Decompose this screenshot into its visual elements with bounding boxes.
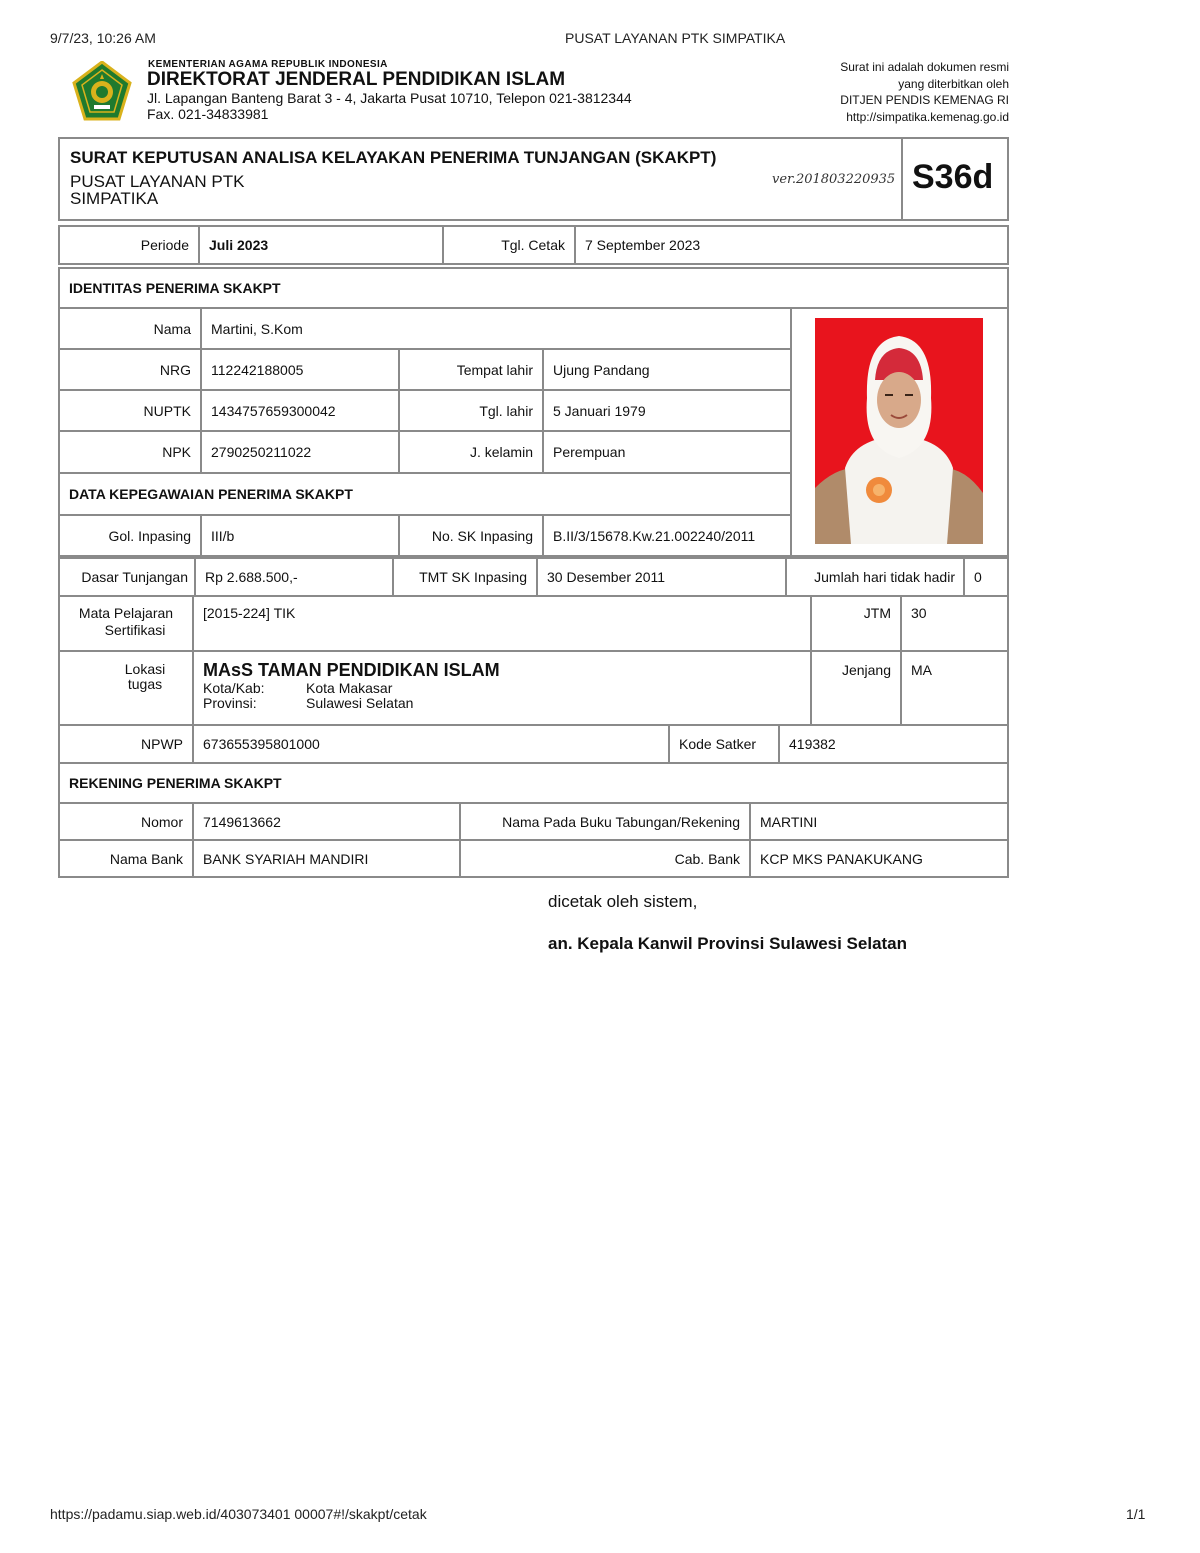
periode-value: Juli 2023 <box>199 226 443 264</box>
kemenag-logo <box>72 61 132 121</box>
provinsi-line <box>203 696 801 711</box>
sk-inpasing-label: No. SK Inpasing <box>399 515 543 556</box>
kode-satker-value: 419382 <box>779 725 1008 763</box>
rekening-heading: REKENING PENERIMA SKAKPT <box>59 763 1008 803</box>
document-code: S36d <box>912 158 994 196</box>
recipient-photo <box>815 318 983 544</box>
kota-line <box>203 681 801 696</box>
npwp-table <box>58 724 1009 764</box>
tgl-lahir-label: Tgl. lahir <box>399 390 543 431</box>
note-line: DITJEN PENDIS KEMENAG RI <box>840 93 1009 107</box>
note-line: yang diterbitkan oleh <box>898 76 1009 91</box>
cabang-bank-value: KCP MKS PANAKUKANG <box>750 840 1008 877</box>
nrg-label: NRG <box>59 349 201 390</box>
nuptk-label: NUPTK <box>59 390 201 431</box>
jtm-value: 30 <box>901 596 1008 651</box>
provinsi-value: Sulawesi Selatan <box>306 695 414 711</box>
jenjang-value: MA <box>901 651 1008 725</box>
print-url[interactable]: https://padamu.siap.web.id/403073401 00007#!/skakpt/cetak <box>50 1506 427 1522</box>
lokasi-name: MAsS TAMAN PENDIDIKAN ISLAM <box>203 660 500 680</box>
subtitle-line: PUSAT LAYANAN PTK <box>70 172 245 191</box>
provinsi-label: Provinsi: <box>203 695 257 711</box>
periode-label: Periode <box>59 226 199 264</box>
jtm-label: JTM <box>811 596 901 651</box>
npwp-value: 673655395801000 <box>193 725 669 763</box>
subtitle-line: SIMPATIKA <box>70 189 159 208</box>
dasar-tunjangan-value: Rp 2.688.500,- <box>195 558 393 596</box>
cetak-label: Tgl. Cetak <box>443 226 575 264</box>
tmt-sk-value: 30 Desember 2011 <box>537 558 786 596</box>
cabang-bank-label: Cab. Bank <box>460 840 750 877</box>
signatory: an. Kepala Kanwil Provinsi Sulawesi Selatan <box>548 934 908 953</box>
nama-buku-value: MARTINI <box>750 803 1008 840</box>
lokasi-label-line: Lokasi <box>124 661 166 677</box>
lokasi-label-line: tugas <box>127 676 163 692</box>
note-link[interactable]: http://simpatika.kemenag.go.id <box>846 109 1009 124</box>
dasar-tunjangan-table <box>58 557 1009 597</box>
rekening-table <box>58 762 1009 878</box>
nama-value: Martini, S.Kom <box>201 308 791 349</box>
nama-bank-label: Nama Bank <box>59 840 193 877</box>
letterhead-address <box>147 90 632 122</box>
print-page-number: 1/1 <box>1126 1506 1146 1522</box>
hari-tidak-hadir-value: 0 <box>964 558 1008 596</box>
nomor-rekening-value: 7149613662 <box>193 803 460 840</box>
tmt-sk-label: TMT SK Inpasing <box>393 558 537 596</box>
version-stamp: ver.201803220935 <box>772 172 896 187</box>
npk-value: 2790250211022 <box>201 431 399 473</box>
mapel-label-line: Sertifikasi <box>104 622 166 638</box>
jenis-kelamin-label: J. kelamin <box>399 431 543 473</box>
letterhead-ministry: KEMENTERIAN AGAMA REPUBLIK INDONESIA <box>148 59 388 70</box>
nuptk-value: 1434757659300042 <box>201 390 399 431</box>
nrg-value: 112242188005 <box>201 349 399 390</box>
identitas-heading-table <box>58 267 1009 309</box>
mapel-label-line: Mata Pelajaran <box>78 605 174 621</box>
print-page-title: PUSAT LAYANAN PTK SIMPATIKA <box>565 30 786 46</box>
mapel-label <box>59 596 193 651</box>
lokasi-label <box>59 651 193 725</box>
sk-inpasing-value: B.II/3/15678.Kw.21.002240/2011 <box>543 515 791 556</box>
printed-by-system: dicetak oleh sistem, <box>548 892 698 911</box>
dasar-tunjangan-label: Dasar Tunjangan <box>59 558 195 596</box>
lokasi-value <box>193 651 811 725</box>
mapel-value: [2015-224] TIK <box>193 596 811 651</box>
kode-satker-label: Kode Satker <box>669 725 779 763</box>
document-title: SURAT KEPUTUSAN ANALISA KELAYAKAN PENERIMA TUNJANGAN (SKAKPT) <box>70 148 717 167</box>
kota-label: Kota/Kab: <box>203 680 265 696</box>
jenjang-label: Jenjang <box>811 651 901 725</box>
note-line: Surat ini adalah dokumen resmi <box>840 60 1009 74</box>
official-note <box>840 59 1009 125</box>
nama-buku-label: Nama Pada Buku Tabungan/Rekening <box>460 803 750 840</box>
cetak-value: 7 September 2023 <box>575 226 1008 264</box>
identitas-heading: IDENTITAS PENERIMA SKAKPT <box>59 268 1008 308</box>
address-line: Jl. Lapangan Banteng Barat 3 - 4, Jakarta Pusat 10710, Telepon 021-3812344 <box>147 90 632 106</box>
jenis-kelamin-value: Perempuan <box>543 431 791 473</box>
letterhead-department: DIREKTORAT JENDERAL PENDIDIKAN ISLAM <box>147 69 566 90</box>
identitas-table <box>58 307 792 557</box>
gol-inpasing-label: Gol. Inpasing <box>59 515 201 556</box>
kota-value: Kota Makasar <box>306 680 393 696</box>
kepegawaian-heading: DATA KEPEGAWAIAN PENERIMA SKAKPT <box>59 473 791 515</box>
tempat-lahir-label: Tempat lahir <box>399 349 543 390</box>
nomor-rekening-label: Nomor <box>59 803 193 840</box>
mapel-lokasi-table <box>58 595 1009 726</box>
tgl-lahir-value: 5 Januari 1979 <box>543 390 791 431</box>
hari-tidak-hadir-label: Jumlah hari tidak hadir <box>786 558 964 596</box>
fax-line: Fax. 021-34833981 <box>147 106 269 122</box>
period-table <box>58 225 1009 265</box>
nama-bank-value: BANK SYARIAH MANDIRI <box>193 840 460 877</box>
npk-label: NPK <box>59 431 201 473</box>
document-subtitle <box>70 173 244 207</box>
npwp-label: NPWP <box>59 725 193 763</box>
gol-inpasing-value: III/b <box>201 515 399 556</box>
nama-label: Nama <box>59 308 201 349</box>
print-datetime: 9/7/23, 10:26 AM <box>50 30 156 46</box>
tempat-lahir-value: Ujung Pandang <box>543 349 791 390</box>
